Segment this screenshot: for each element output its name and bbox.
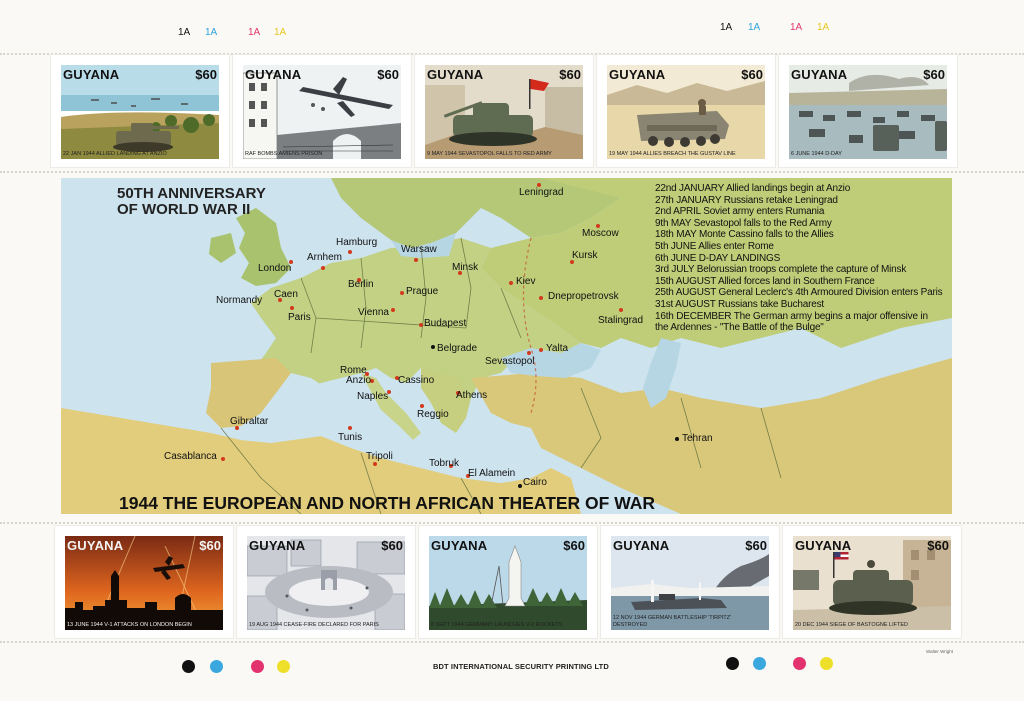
stamp-country: GUYANA <box>609 67 666 82</box>
city-dot <box>420 404 424 408</box>
city-label-london: London <box>258 263 292 274</box>
event-line: 9th MAY Sevastopol falls to the Red Army <box>655 217 832 229</box>
event-line: 25th AUGUST General Leclerc's 4th Armoured Division enters Paris <box>655 287 943 299</box>
city-dot <box>400 291 404 295</box>
city-dot <box>675 437 679 441</box>
stamp-value: $60 <box>741 67 763 82</box>
perforation-row <box>0 641 1024 645</box>
stamp-sevastopol[interactable] <box>415 55 593 167</box>
event-line: 3rd JULY Belorussian troops complete the capture of Minsk <box>655 264 907 276</box>
stamp-caption: 19 MAY 1944 ALLIES BREACH THE GUSTAV LINE <box>609 150 736 157</box>
city-label-kursk: Kursk <box>572 250 598 261</box>
city-label-sevastopol: Sevastopol <box>485 356 535 367</box>
stamp-value: $60 <box>745 538 767 553</box>
artist-credit: Walter Wright <box>926 649 954 654</box>
stamp-value: $60 <box>927 538 949 553</box>
stamp-country: GUYANA <box>63 67 120 82</box>
city-label-budapest: Budapest <box>424 318 467 329</box>
city-dot <box>221 457 225 461</box>
stamp-country: GUYANA <box>67 538 124 553</box>
stamp-value: $60 <box>199 538 221 553</box>
city-label-naples: Naples <box>357 391 389 402</box>
stamp-caption: 20 DEC 1944 SIEGE OF BASTOGNE LIFTED <box>795 621 908 628</box>
city-dot <box>431 345 435 349</box>
city-label-rome: Rome <box>340 365 367 376</box>
city-label-normandy: Normandy <box>216 295 263 306</box>
city-label-cassino: Cassino <box>398 375 435 386</box>
stamp-anzio[interactable] <box>51 55 229 167</box>
city-dot <box>539 348 543 352</box>
registration-dot-yellow <box>277 660 290 673</box>
event-line: 2nd APRIL Soviet army enters Rumania <box>655 206 825 218</box>
city-dot <box>518 484 522 488</box>
stamp-value: $60 <box>923 67 945 82</box>
stamp-caption: 22 JAN 1944 ALLIED LANDING AT ANZIO <box>63 150 167 157</box>
city-label-minsk: Minsk <box>452 262 479 273</box>
plate-number: 1A <box>817 22 830 33</box>
city-label-belgrade: Belgrade <box>437 343 478 354</box>
stamp-country: GUYANA <box>245 67 302 82</box>
registration-dot-magenta <box>251 660 264 673</box>
city-label-cairo: Cairo <box>523 477 547 488</box>
perforation-row <box>0 171 1024 175</box>
city-label-tehran: Tehran <box>682 433 713 444</box>
city-dot <box>527 351 531 355</box>
stamp-gustav-line[interactable] <box>597 55 775 167</box>
stamp-d-day[interactable] <box>779 55 957 167</box>
city-label-moscow: Moscow <box>582 228 619 239</box>
event-line: the Ardennes - "The Battle of the Bulge" <box>655 322 824 334</box>
stamp-v2-rockets[interactable] <box>419 526 597 638</box>
city-label-gibraltar: Gibraltar <box>230 416 269 427</box>
city-dot <box>391 308 395 312</box>
map-title <box>117 186 266 218</box>
stamp-caption: 6 JUNE 1944 D-DAY <box>791 150 842 157</box>
city-label-prague: Prague <box>406 286 439 297</box>
city-dot <box>321 266 325 270</box>
map-footer-title: 1944 THE EUROPEAN AND NORTH AFRICAN THEATER OF WAR <box>119 493 656 513</box>
city-label-el-alamein: El Alamein <box>468 468 516 479</box>
event-line: 31st AUGUST Russians take Bucharest <box>655 298 825 310</box>
event-line: 16th DECEMBER The German army begins a major offensive in <box>655 310 928 322</box>
registration-dot-yellow <box>820 657 833 670</box>
city-label-hamburg: Hamburg <box>336 237 378 248</box>
city-label-yalta: Yalta <box>546 343 569 354</box>
stamp-value: $60 <box>195 67 217 82</box>
city-label-dnepropetrovsk: Dnepropetrovsk <box>548 291 619 302</box>
city-label-stalingrad: Stalingrad <box>598 315 644 326</box>
registration-dot-black <box>182 660 195 673</box>
event-line: 15th AUGUST Allied forces land in Southern France <box>655 275 875 287</box>
stamp-value: $60 <box>563 538 585 553</box>
city-dot <box>414 258 418 262</box>
event-line: 5th JUNE Allies enter Rome <box>655 240 774 252</box>
registration-dot-magenta <box>793 657 806 670</box>
city-label-berlin: Berlin <box>348 279 374 290</box>
city-label-vienna: Vienna <box>358 307 389 318</box>
city-label-kiev: Kiev <box>516 276 536 287</box>
city-label-reggio: Reggio <box>417 409 449 420</box>
city-dot <box>419 323 423 327</box>
city-dot <box>348 250 352 254</box>
stamp-caption: RAF BOMBS AMIENS PRISON <box>245 150 323 157</box>
event-line: 27th JANUARY Russians retake Leningrad <box>655 194 838 206</box>
event-line: 18th MAY Monte Cassino falls to the Allies <box>655 229 834 241</box>
stamp-country: GUYANA <box>249 538 306 553</box>
stamp-country: GUYANA <box>613 538 670 553</box>
city-label-leningrad: Leningrad <box>519 187 564 198</box>
plate-number: 1A <box>748 22 761 33</box>
stamp-country: GUYANA <box>427 67 484 82</box>
printer-imprint: BDT INTERNATIONAL SECURITY PRINTING LTD <box>433 662 609 671</box>
city-label-warsaw: Warsaw <box>401 244 437 255</box>
event-chronology <box>655 183 942 334</box>
event-line: 6th JUNE D-DAY LANDINGS <box>655 252 781 264</box>
city-label-casablanca: Casablanca <box>164 451 217 462</box>
event-line: 22nd JANUARY Allied landings begin at Anzio <box>655 183 851 194</box>
map-title-line: OF WORLD WAR II <box>117 201 251 218</box>
stamp-value: $60 <box>377 67 399 82</box>
europe-theater-map <box>61 178 952 514</box>
stamp-country: GUYANA <box>791 67 848 82</box>
plate-number: 1A <box>248 27 261 38</box>
stamp-bastogne[interactable] <box>783 526 961 638</box>
city-dot <box>373 462 377 466</box>
city-label-athens: Athens <box>456 390 488 401</box>
city-label-tripoli: Tripoli <box>366 451 393 462</box>
city-dot <box>509 281 513 285</box>
stamp-tirpitz[interactable] <box>601 526 779 638</box>
stamp-amiens-prison[interactable] <box>233 55 411 167</box>
stamp-country: GUYANA <box>795 538 852 553</box>
city-dot <box>539 296 543 300</box>
stamp-caption: 19 AUG 1944 CEASE-FIRE DECLARED FOR PARIS <box>249 621 379 628</box>
stamp-caption: 8 SEPT 1944 GERMANY LAUNCHES V-2 ROCKETS <box>431 621 563 628</box>
city-dot <box>290 306 294 310</box>
city-label-tunis: Tunis <box>338 432 363 443</box>
city-label-anzio: Anzio <box>346 375 372 386</box>
stamp-value: $60 <box>381 538 403 553</box>
city-dot <box>619 308 623 312</box>
registration-dot-black <box>726 657 739 670</box>
stamp-caption: 9 MAY 1944 SEVASTOPOL FALLS TO RED ARMY <box>427 150 552 157</box>
plate-number: 1A <box>205 27 218 38</box>
map-title-line: 50TH ANNIVERSARY <box>117 185 266 202</box>
stamp-value: $60 <box>559 67 581 82</box>
city-dot <box>348 426 352 430</box>
plate-number: 1A <box>720 22 733 33</box>
registration-dot-cyan <box>753 657 766 670</box>
stamp-paris-ceasefire[interactable] <box>237 526 415 638</box>
stamp-country: GUYANA <box>431 538 488 553</box>
plate-number: 1A <box>790 22 803 33</box>
city-label-tobruk: Tobruk <box>429 458 460 469</box>
stamp-v1-london[interactable] <box>55 526 233 638</box>
city-label-arnhem: Arnhem <box>307 252 343 263</box>
stamp-caption: 13 JUNE 1944 V-1 ATTACKS ON LONDON BEGIN <box>67 621 192 628</box>
city-label-paris: Paris <box>288 312 311 323</box>
city-label-caen: Caen <box>274 289 298 300</box>
registration-dot-cyan <box>210 660 223 673</box>
plate-number: 1A <box>178 27 191 38</box>
plate-number: 1A <box>274 27 287 38</box>
stamp-caption: 12 NOV 1944 GERMAN BATTLESHIP 'TIRPITZ' DESTROYED <box>613 615 732 628</box>
